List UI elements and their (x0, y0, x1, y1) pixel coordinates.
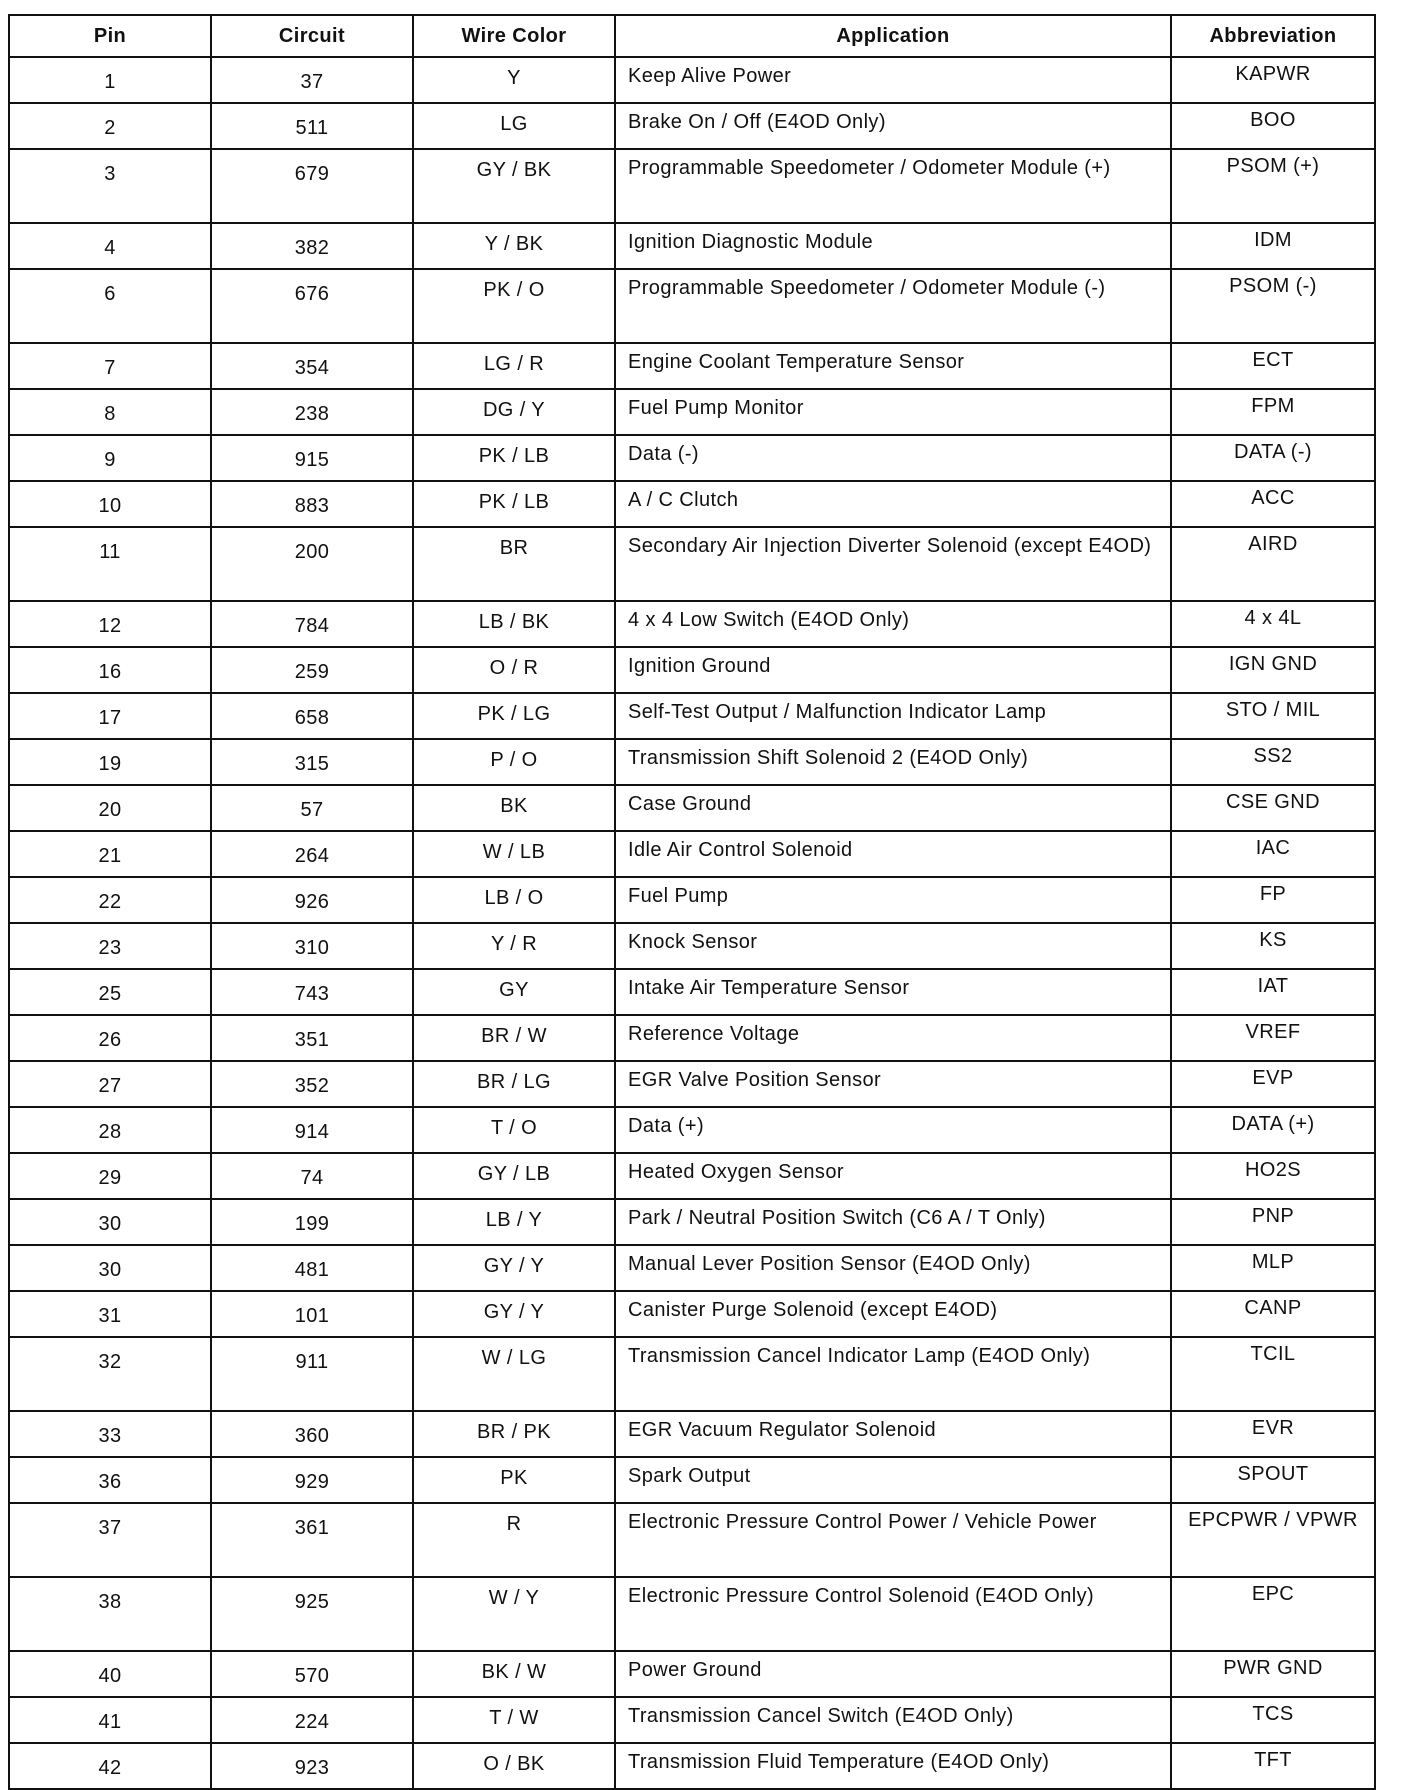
abbreviation-cell: IGN GND (1171, 647, 1375, 693)
table-row (9, 1457, 1375, 1503)
abbreviation-cell: SS2 (1171, 739, 1375, 785)
wire-color-cell: BR / LG (413, 1061, 615, 1107)
table-row (9, 57, 1375, 103)
abbreviation-cell: DATA (+) (1171, 1107, 1375, 1153)
application-cell: Engine Coolant Temperature Sensor (615, 343, 1171, 389)
abbreviation-cell: BOO (1171, 103, 1375, 149)
header-pin: Pin (9, 15, 211, 57)
circuit-cell: 570 (211, 1651, 413, 1697)
application-cell: Heated Oxygen Sensor (615, 1153, 1171, 1199)
wire-color-cell: R (413, 1503, 615, 1577)
application-cell: Ignition Ground (615, 647, 1171, 693)
pin-cell: 28 (9, 1107, 211, 1153)
wire-color-cell: PK (413, 1457, 615, 1503)
abbreviation-cell: EVP (1171, 1061, 1375, 1107)
abbreviation-cell: MLP (1171, 1245, 1375, 1291)
circuit-cell: 199 (211, 1199, 413, 1245)
table-row (9, 1743, 1375, 1789)
pin-cell: 12 (9, 601, 211, 647)
pin-cell: 21 (9, 831, 211, 877)
application-cell: Transmission Cancel Indicator Lamp (E4OD Only) (615, 1337, 1171, 1411)
wire-color-cell: BR / PK (413, 1411, 615, 1457)
table-row (9, 269, 1375, 343)
table-row (9, 785, 1375, 831)
wire-color-cell: LG / R (413, 343, 615, 389)
pin-cell: 31 (9, 1291, 211, 1337)
pin-cell: 19 (9, 739, 211, 785)
wire-color-cell: T / O (413, 1107, 615, 1153)
wire-color-cell: Y / R (413, 923, 615, 969)
application-cell: Idle Air Control Solenoid (615, 831, 1171, 877)
pin-cell: 8 (9, 389, 211, 435)
application-cell: EGR Valve Position Sensor (615, 1061, 1171, 1107)
application-cell: Data (-) (615, 435, 1171, 481)
table-row (9, 343, 1375, 389)
application-cell: Self-Test Output / Malfunction Indicator Lamp (615, 693, 1171, 739)
pin-cell: 42 (9, 1743, 211, 1789)
wire-color-cell: Y (413, 57, 615, 103)
pin-cell: 32 (9, 1337, 211, 1411)
abbreviation-cell: AIRD (1171, 527, 1375, 601)
circuit-cell: 354 (211, 343, 413, 389)
abbreviation-cell: TFT (1171, 1743, 1375, 1789)
pin-cell: 16 (9, 647, 211, 693)
pin-table-body (9, 57, 1375, 1789)
wire-color-cell: BR (413, 527, 615, 601)
abbreviation-cell: CSE GND (1171, 785, 1375, 831)
circuit-cell: 101 (211, 1291, 413, 1337)
application-cell: Fuel Pump (615, 877, 1171, 923)
circuit-cell: 925 (211, 1577, 413, 1651)
circuit-cell: 658 (211, 693, 413, 739)
circuit-cell: 57 (211, 785, 413, 831)
table-row (9, 693, 1375, 739)
abbreviation-cell: HO2S (1171, 1153, 1375, 1199)
application-cell: Secondary Air Injection Diverter Solenoid (except E4OD) (615, 527, 1171, 601)
pin-cell: 1 (9, 57, 211, 103)
application-cell: Transmission Fluid Temperature (E4OD Only) (615, 1743, 1171, 1789)
table-row (9, 969, 1375, 1015)
pin-cell: 2 (9, 103, 211, 149)
application-cell: Canister Purge Solenoid (except E4OD) (615, 1291, 1171, 1337)
circuit-cell: 923 (211, 1743, 413, 1789)
table-row (9, 739, 1375, 785)
circuit-cell: 914 (211, 1107, 413, 1153)
wire-color-cell: GY / LB (413, 1153, 615, 1199)
circuit-cell: 743 (211, 969, 413, 1015)
application-cell: Intake Air Temperature Sensor (615, 969, 1171, 1015)
application-cell: EGR Vacuum Regulator Solenoid (615, 1411, 1171, 1457)
circuit-cell: 511 (211, 103, 413, 149)
application-cell: Spark Output (615, 1457, 1171, 1503)
header-wire-color: Wire Color (413, 15, 615, 57)
pin-cell: 4 (9, 223, 211, 269)
pin-cell: 30 (9, 1199, 211, 1245)
abbreviation-cell: ECT (1171, 343, 1375, 389)
abbreviation-cell: PSOM (-) (1171, 269, 1375, 343)
wire-color-cell: W / LG (413, 1337, 615, 1411)
table-row (9, 1503, 1375, 1577)
pin-cell: 3 (9, 149, 211, 223)
circuit-cell: 224 (211, 1697, 413, 1743)
table-row (9, 1651, 1375, 1697)
table-row (9, 481, 1375, 527)
abbreviation-cell: IDM (1171, 223, 1375, 269)
table-row (9, 647, 1375, 693)
pin-cell: 26 (9, 1015, 211, 1061)
table-row (9, 1061, 1375, 1107)
abbreviation-cell: STO / MIL (1171, 693, 1375, 739)
application-cell: Keep Alive Power (615, 57, 1171, 103)
abbreviation-cell: SPOUT (1171, 1457, 1375, 1503)
application-cell: Transmission Shift Solenoid 2 (E4OD Only) (615, 739, 1171, 785)
table-row (9, 1245, 1375, 1291)
application-cell: 4 x 4 Low Switch (E4OD Only) (615, 601, 1171, 647)
circuit-cell: 679 (211, 149, 413, 223)
abbreviation-cell: EVR (1171, 1411, 1375, 1457)
table-row (9, 1697, 1375, 1743)
application-cell: Park / Neutral Position Switch (C6 A / T Only) (615, 1199, 1171, 1245)
application-cell: Fuel Pump Monitor (615, 389, 1171, 435)
pin-cell: 7 (9, 343, 211, 389)
wire-color-cell: T / W (413, 1697, 615, 1743)
circuit-cell: 784 (211, 601, 413, 647)
pin-cell: 36 (9, 1457, 211, 1503)
circuit-cell: 74 (211, 1153, 413, 1199)
wire-color-cell: BK (413, 785, 615, 831)
abbreviation-cell: 4 x 4L (1171, 601, 1375, 647)
circuit-cell: 200 (211, 527, 413, 601)
abbreviation-cell: VREF (1171, 1015, 1375, 1061)
abbreviation-cell: KS (1171, 923, 1375, 969)
abbreviation-cell: PWR GND (1171, 1651, 1375, 1697)
table-row (9, 831, 1375, 877)
header-circuit: Circuit (211, 15, 413, 57)
wire-color-cell: LB / BK (413, 601, 615, 647)
abbreviation-cell: EPCPWR / VPWR (1171, 1503, 1375, 1577)
application-cell: Programmable Speedometer / Odometer Module (-) (615, 269, 1171, 343)
pin-cell: 22 (9, 877, 211, 923)
wire-color-cell: GY / Y (413, 1291, 615, 1337)
circuit-cell: 37 (211, 57, 413, 103)
circuit-cell: 382 (211, 223, 413, 269)
abbreviation-cell: PSOM (+) (1171, 149, 1375, 223)
table-row (9, 1337, 1375, 1411)
wire-color-cell: LG (413, 103, 615, 149)
table-row (9, 923, 1375, 969)
pin-cell: 20 (9, 785, 211, 831)
wire-color-cell: O / BK (413, 1743, 615, 1789)
abbreviation-cell: ACC (1171, 481, 1375, 527)
table-row (9, 1015, 1375, 1061)
pin-cell: 37 (9, 1503, 211, 1577)
abbreviation-cell: DATA (-) (1171, 435, 1375, 481)
pin-table (8, 14, 1376, 1790)
abbreviation-cell: EPC (1171, 1577, 1375, 1651)
application-cell: Ignition Diagnostic Module (615, 223, 1171, 269)
pin-cell: 41 (9, 1697, 211, 1743)
pin-cell: 25 (9, 969, 211, 1015)
table-row (9, 527, 1375, 601)
abbreviation-cell: FP (1171, 877, 1375, 923)
application-cell: Knock Sensor (615, 923, 1171, 969)
pin-cell: 23 (9, 923, 211, 969)
pin-cell: 30 (9, 1245, 211, 1291)
table-row (9, 1199, 1375, 1245)
table-row (9, 435, 1375, 481)
wire-color-cell: Y / BK (413, 223, 615, 269)
wire-color-cell: PK / LB (413, 435, 615, 481)
wire-color-cell: GY (413, 969, 615, 1015)
application-cell: Transmission Cancel Switch (E4OD Only) (615, 1697, 1171, 1743)
circuit-cell: 915 (211, 435, 413, 481)
abbreviation-cell: IAT (1171, 969, 1375, 1015)
wire-color-cell: BK / W (413, 1651, 615, 1697)
abbreviation-cell: TCIL (1171, 1337, 1375, 1411)
table-row (9, 1411, 1375, 1457)
wire-color-cell: LB / O (413, 877, 615, 923)
circuit-cell: 926 (211, 877, 413, 923)
pin-cell: 9 (9, 435, 211, 481)
wire-color-cell: W / Y (413, 1577, 615, 1651)
abbreviation-cell: IAC (1171, 831, 1375, 877)
abbreviation-cell: TCS (1171, 1697, 1375, 1743)
pin-cell: 29 (9, 1153, 211, 1199)
wire-color-cell: O / R (413, 647, 615, 693)
circuit-cell: 259 (211, 647, 413, 693)
circuit-cell: 361 (211, 1503, 413, 1577)
abbreviation-cell: CANP (1171, 1291, 1375, 1337)
circuit-cell: 351 (211, 1015, 413, 1061)
application-cell: Programmable Speedometer / Odometer Module (+) (615, 149, 1171, 223)
circuit-cell: 929 (211, 1457, 413, 1503)
table-row (9, 1153, 1375, 1199)
pin-cell: 33 (9, 1411, 211, 1457)
pin-cell: 27 (9, 1061, 211, 1107)
pin-table-page (8, 14, 1374, 1790)
abbreviation-cell: FPM (1171, 389, 1375, 435)
circuit-cell: 352 (211, 1061, 413, 1107)
application-cell: A / C Clutch (615, 481, 1171, 527)
circuit-cell: 883 (211, 481, 413, 527)
circuit-cell: 360 (211, 1411, 413, 1457)
wire-color-cell: PK / LB (413, 481, 615, 527)
table-row (9, 877, 1375, 923)
table-row (9, 1107, 1375, 1153)
table-row (9, 223, 1375, 269)
circuit-cell: 481 (211, 1245, 413, 1291)
header-application: Application (615, 15, 1171, 57)
application-cell: Data (+) (615, 1107, 1171, 1153)
wire-color-cell: LB / Y (413, 1199, 615, 1245)
pin-cell: 17 (9, 693, 211, 739)
abbreviation-cell: KAPWR (1171, 57, 1375, 103)
wire-color-cell: GY / Y (413, 1245, 615, 1291)
pin-cell: 40 (9, 1651, 211, 1697)
application-cell: Brake On / Off (E4OD Only) (615, 103, 1171, 149)
application-cell: Electronic Pressure Control Solenoid (E4OD Only) (615, 1577, 1171, 1651)
application-cell: Manual Lever Position Sensor (E4OD Only) (615, 1245, 1171, 1291)
wire-color-cell: DG / Y (413, 389, 615, 435)
pin-cell: 6 (9, 269, 211, 343)
circuit-cell: 315 (211, 739, 413, 785)
wire-color-cell: P / O (413, 739, 615, 785)
wire-color-cell: W / LB (413, 831, 615, 877)
header-row (9, 15, 1375, 57)
application-cell: Reference Voltage (615, 1015, 1171, 1061)
table-row (9, 1291, 1375, 1337)
application-cell: Electronic Pressure Control Power / Vehicle Power (615, 1503, 1171, 1577)
table-row (9, 389, 1375, 435)
application-cell: Power Ground (615, 1651, 1171, 1697)
table-row (9, 103, 1375, 149)
table-row (9, 1577, 1375, 1651)
wire-color-cell: GY / BK (413, 149, 615, 223)
application-cell: Case Ground (615, 785, 1171, 831)
pin-cell: 38 (9, 1577, 211, 1651)
circuit-cell: 264 (211, 831, 413, 877)
circuit-cell: 238 (211, 389, 413, 435)
wire-color-cell: PK / O (413, 269, 615, 343)
circuit-cell: 676 (211, 269, 413, 343)
abbreviation-cell: PNP (1171, 1199, 1375, 1245)
circuit-cell: 310 (211, 923, 413, 969)
wire-color-cell: BR / W (413, 1015, 615, 1061)
table-row (9, 601, 1375, 647)
wire-color-cell: PK / LG (413, 693, 615, 739)
pin-cell: 10 (9, 481, 211, 527)
pin-cell: 11 (9, 527, 211, 601)
table-row (9, 149, 1375, 223)
header-abbreviation: Abbreviation (1171, 15, 1375, 57)
circuit-cell: 911 (211, 1337, 413, 1411)
